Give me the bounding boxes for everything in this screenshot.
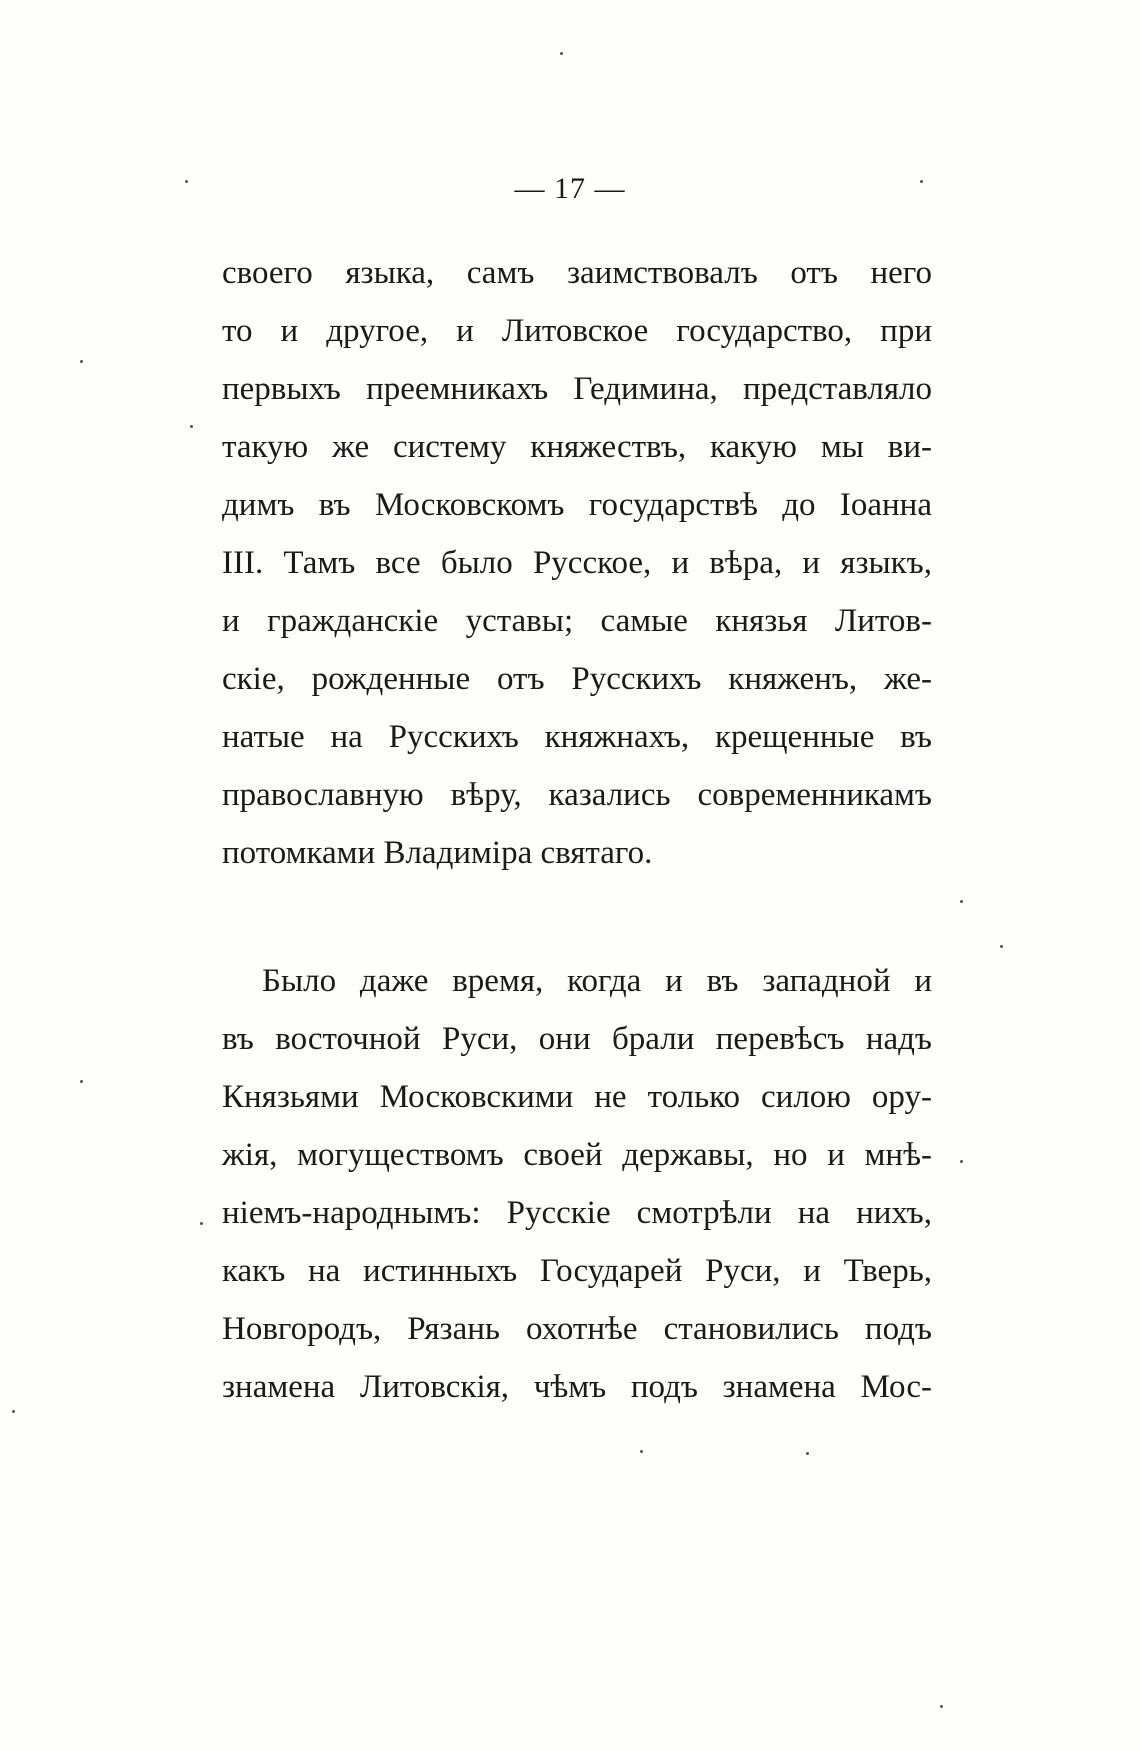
text-line: какъ на истинныхъ Государей Руси, и Тверь, bbox=[222, 1253, 932, 1289]
scan-speck bbox=[80, 360, 83, 363]
text-line: жія, могуществомъ своей державы, но и мнѣ- bbox=[222, 1137, 932, 1173]
text-line: скіе, рожденные отъ Русскихъ княженъ, же- bbox=[222, 661, 932, 697]
text-line: такую же систему княжествъ, какую мы ви- bbox=[222, 429, 932, 465]
scan-speck bbox=[1000, 945, 1003, 948]
text-line: натые на Русскихъ княжнахъ, крещенные въ bbox=[222, 719, 932, 755]
text-line: ніемъ-народнымъ: Русскіе смотрѣли на нихъ, bbox=[222, 1195, 932, 1231]
scan-speck bbox=[185, 180, 188, 183]
scan-speck bbox=[640, 1450, 643, 1453]
text-line: Новгородъ, Рязань охотнѣе становились подъ bbox=[222, 1311, 932, 1347]
scan-speck bbox=[12, 1410, 15, 1413]
scan-speck bbox=[560, 52, 563, 55]
scan-speck bbox=[80, 1080, 83, 1083]
text-line: то и другое, и Литовское государство, при bbox=[222, 313, 932, 349]
scan-speck bbox=[200, 1222, 203, 1225]
scan-speck bbox=[920, 180, 923, 183]
text-line: своего языка, самъ заимствовалъ отъ него bbox=[222, 255, 932, 291]
text-line: Было даже время, когда и въ западной и bbox=[262, 963, 932, 999]
text-line: первыхъ преемникахъ Гедимина, представляло bbox=[222, 371, 932, 407]
text-line: Князьями Московскими не только силою ору- bbox=[222, 1079, 932, 1115]
scan-speck bbox=[190, 425, 193, 428]
scan-speck bbox=[806, 1452, 809, 1455]
text-line: потомками Владиміра святаго. bbox=[222, 835, 653, 871]
scan-speck bbox=[940, 1705, 943, 1708]
text-line: въ восточной Руси, они брали перевѣсъ надъ bbox=[222, 1021, 932, 1057]
text-line: димъ въ Московскомъ государствѣ до Іоанна bbox=[222, 487, 932, 523]
text-line: III. Тамъ все было Русское, и вѣра, и языкъ, bbox=[222, 545, 932, 581]
paragraph-2 bbox=[222, 952, 932, 1416]
text-line: и гражданскіе уставы; самые князья Литов- bbox=[222, 603, 932, 639]
scan-speck bbox=[960, 1160, 963, 1163]
paragraph-1 bbox=[222, 244, 932, 882]
page-number: — 17 — bbox=[514, 172, 626, 205]
scan-speck bbox=[960, 900, 963, 903]
text-line: знамена Литовскія, чѣмъ подъ знамена Мос- bbox=[222, 1369, 932, 1405]
text-line: православную вѣру, казались современникамъ bbox=[222, 777, 932, 813]
